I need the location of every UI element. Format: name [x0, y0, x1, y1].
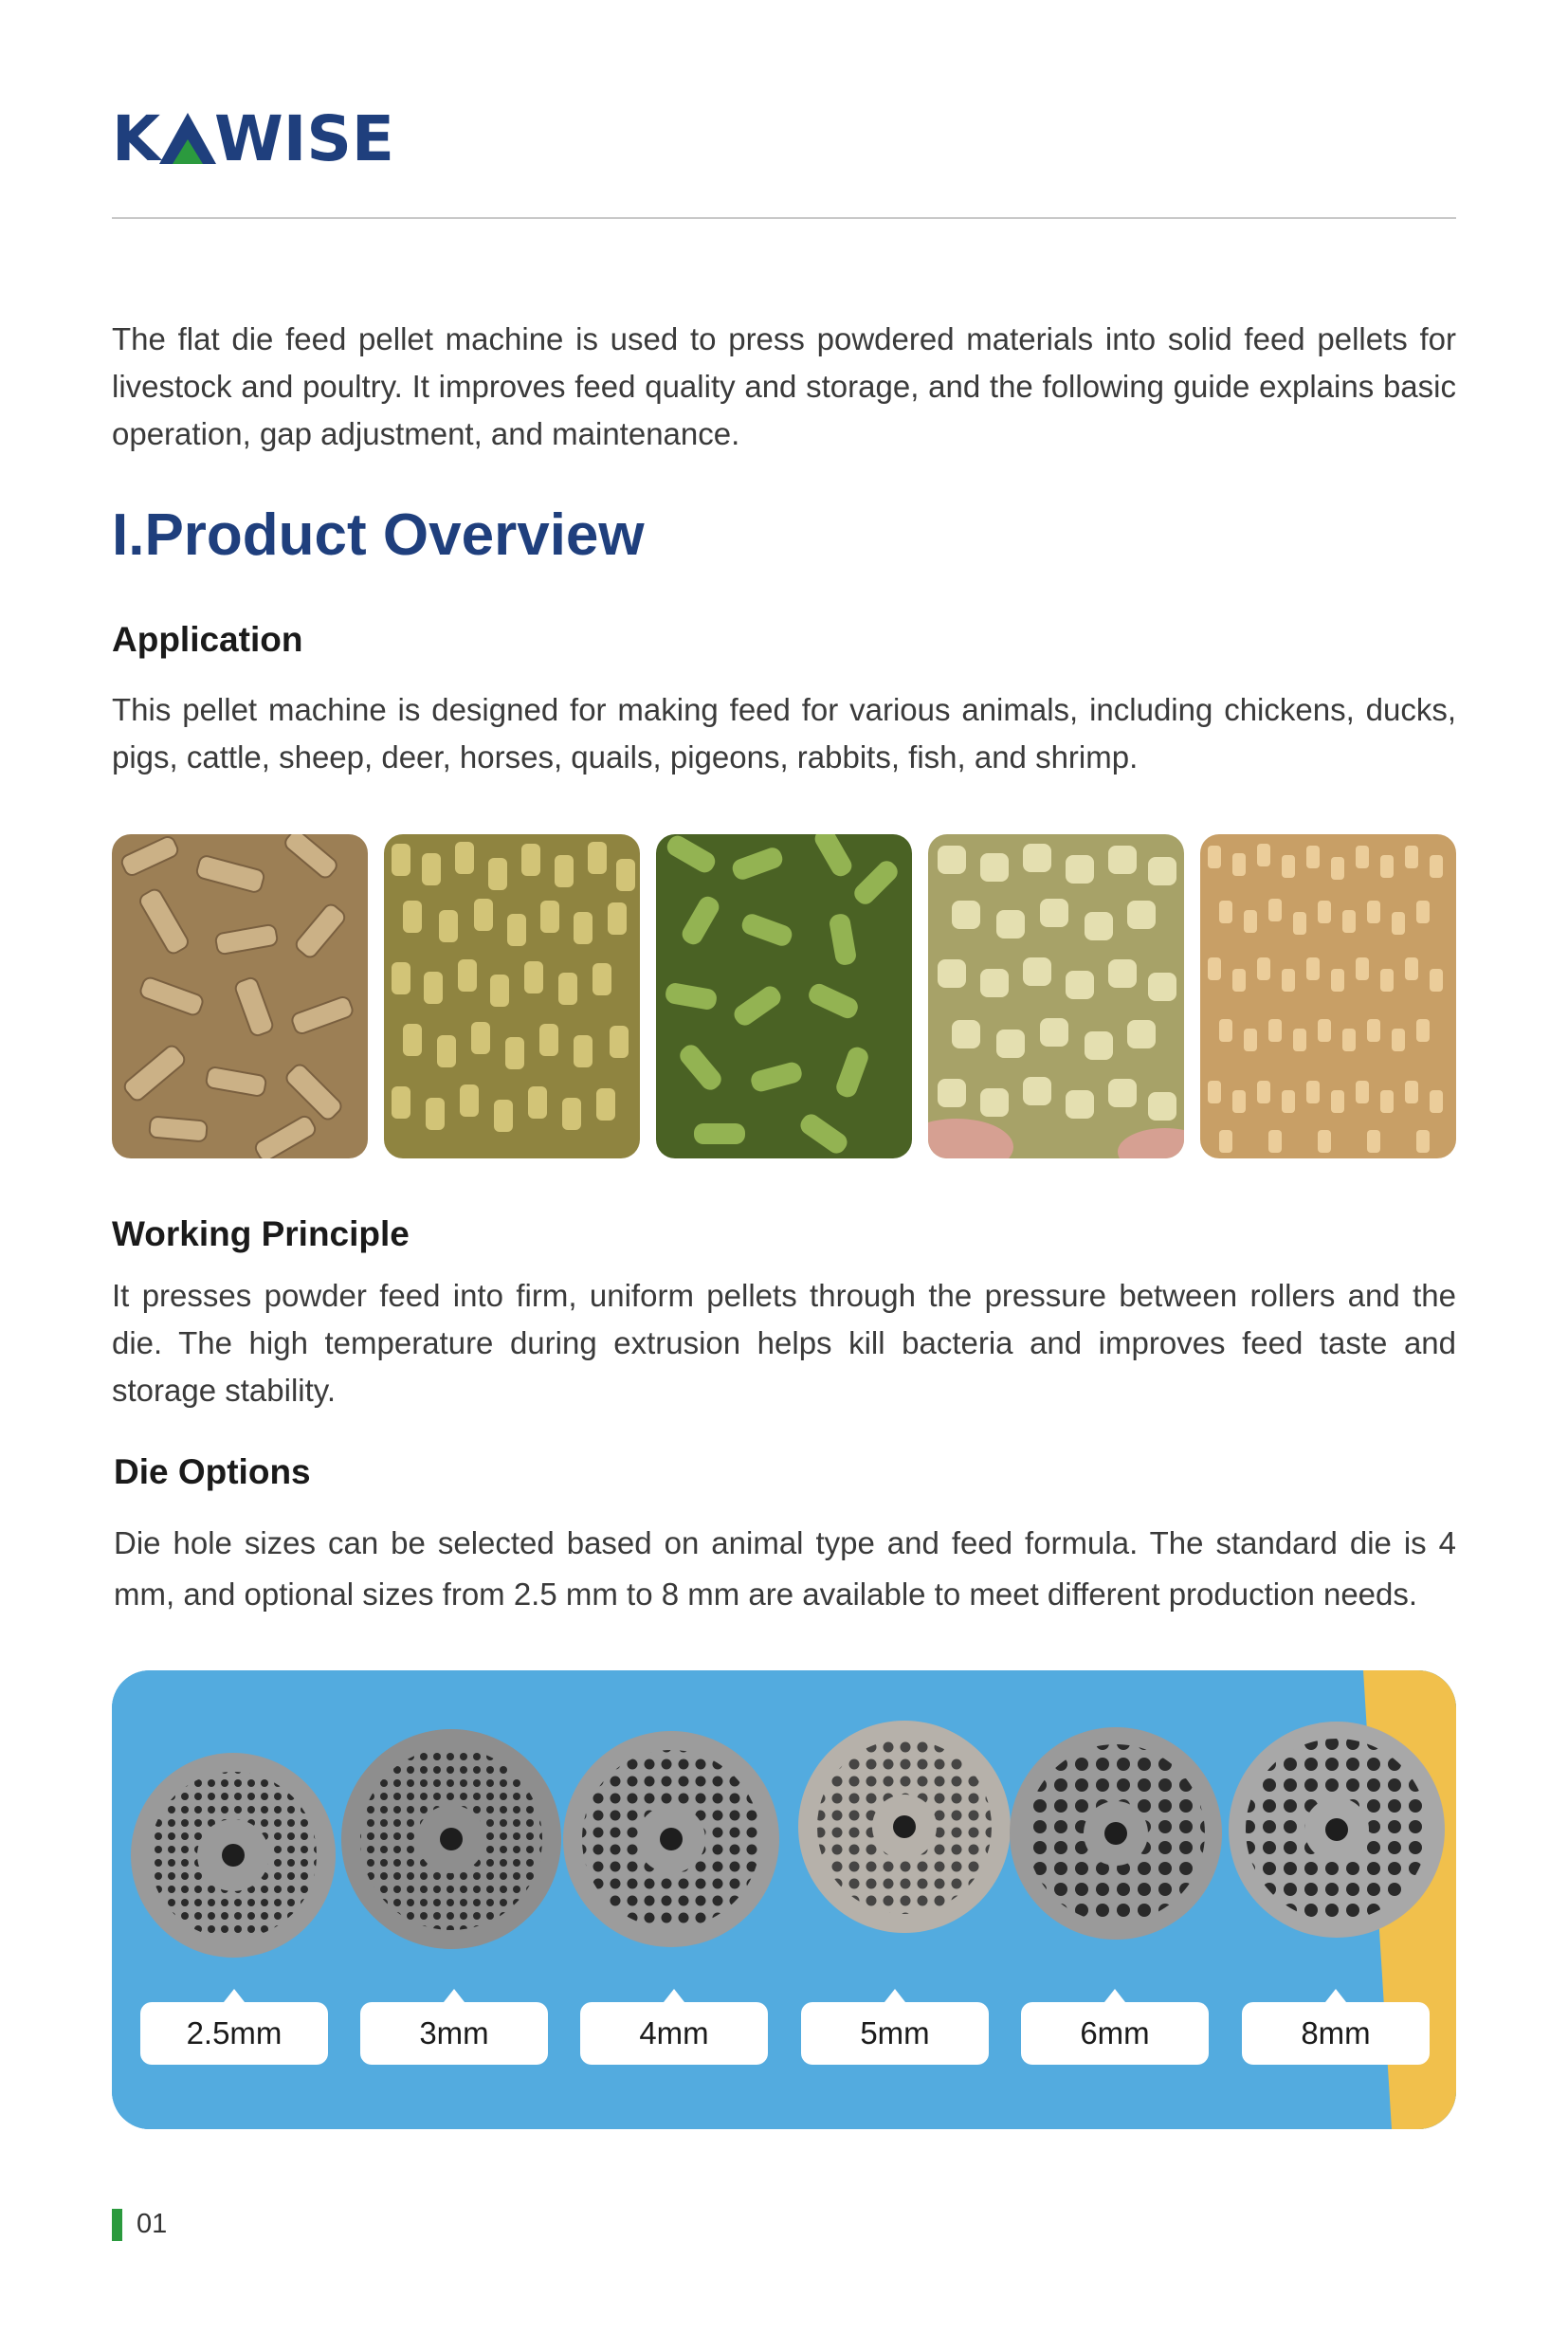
page-number-marker — [112, 2209, 122, 2241]
logo-k: K — [112, 109, 161, 166]
green-pellets-image — [656, 834, 912, 1158]
die-size-label-4: 5mm — [801, 2002, 989, 2065]
header-divider — [112, 217, 1456, 219]
yellow-pellets-image — [384, 834, 640, 1158]
working-principle-heading: Working Principle — [112, 1214, 410, 1253]
tan-pellets-image — [1200, 834, 1456, 1158]
section-title: I.Product Overview — [112, 502, 645, 568]
logo-wise: WISE — [214, 109, 394, 166]
die-options-heading: Die Options — [114, 1452, 311, 1491]
kawise-logo — [112, 109, 396, 166]
page-number: 01 — [137, 2209, 168, 2239]
pale-green-pellets-image — [928, 834, 1184, 1158]
die-size-label-3: 4mm — [580, 2002, 768, 2065]
die-plates-image — [112, 1670, 1456, 2129]
die-size-label-6: 8mm — [1242, 2002, 1430, 2065]
die-size-label-1: 2.5mm — [140, 2002, 328, 2065]
application-text: This pellet machine is designed for making feed for various animals, including chickens, ducks, pigs, cattle, sheep, deer, horses, quails, pigeons, rabbits, fish, and shrimp. — [112, 692, 1456, 775]
die-size-label-5: 6mm — [1021, 2002, 1209, 2065]
wood-pellets-image — [112, 834, 368, 1158]
pellet-photo-row — [112, 834, 1456, 1158]
die-options-text: Die hole sizes can be selected based on animal type and feed formula. The standard die is 4 mm, and optional sizes from 2.5 mm to 8 mm are available to meet different production needs. — [114, 1525, 1456, 1612]
application-heading: Application — [112, 620, 303, 659]
intro-paragraph: The flat die feed pellet machine is used to press powdered materials into solid feed pellets for livestock and poultry. It improves feed quality and storage, and the following guide explains basic operation, gap adjustment, and maintenance. — [112, 321, 1456, 451]
working-principle-text: It presses powder feed into firm, uniform pellets through the pressure between rollers and the die. The high temperature during extrusion helps kill bacteria and improves feed taste and storage stability. — [112, 1278, 1456, 1408]
die-size-label-2: 3mm — [360, 2002, 548, 2065]
